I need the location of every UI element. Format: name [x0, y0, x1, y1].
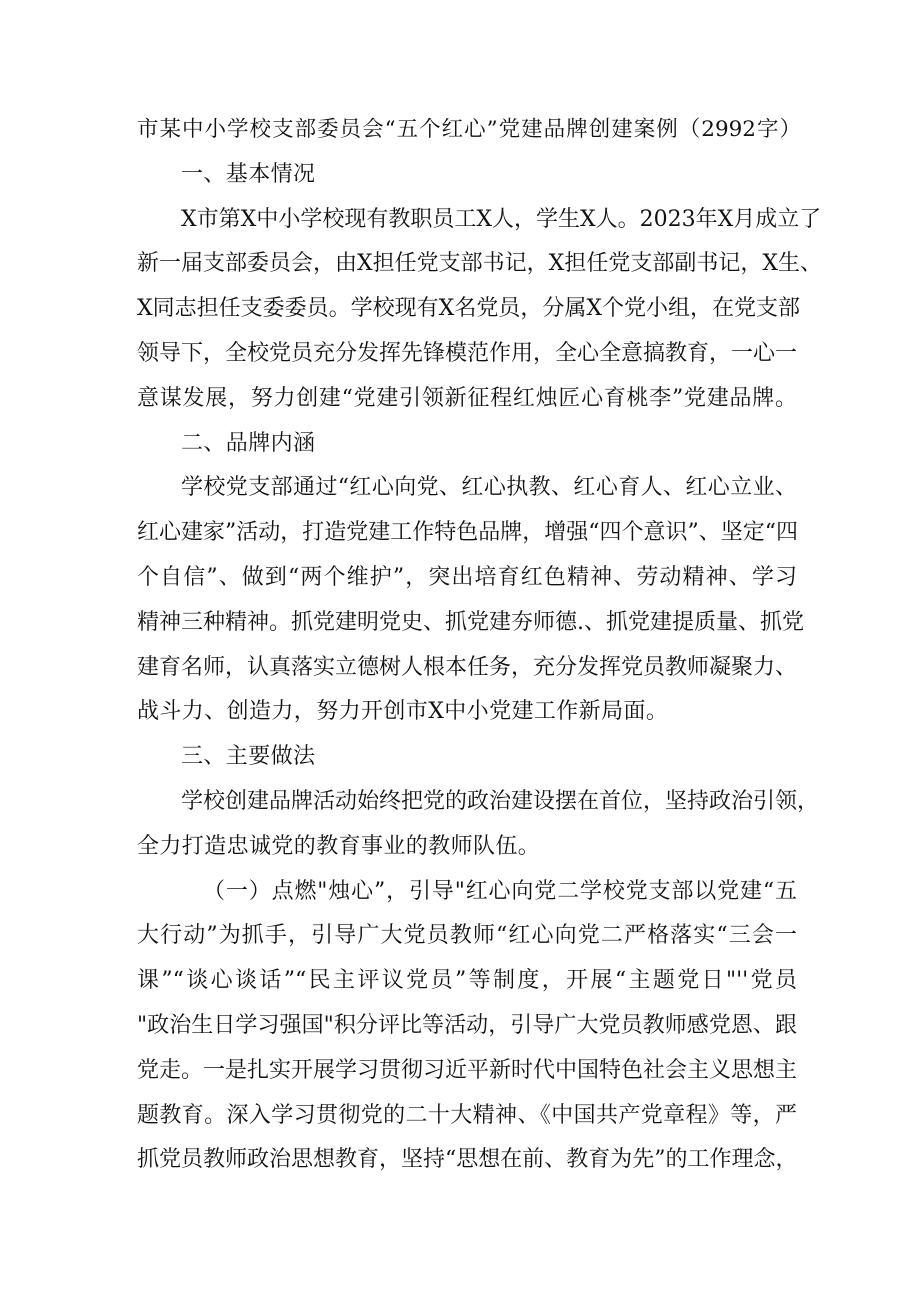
document-body: [137, 117, 822, 1192]
paragraph-line: （一）点燃"烛心”，引导"红心向党二学校党支部以党建“五: [203, 878, 797, 904]
paragraph-line: 大行动”为抓手，引导广大党员教师“红心向党二严格落实“三会一: [137, 923, 797, 949]
paragraph-line: 抓党员教师政治思想教育，坚持“思想在前、教育为先”的工作理念，: [137, 1147, 798, 1173]
paragraph-line: 党走。一是扎实开展学习贯彻习近平新时代中国特色社会主义思想主: [137, 1057, 798, 1083]
section-heading-basic-info: 一、基本情况: [181, 161, 316, 187]
paragraph-line: 新一届支部委员会，由X担任党支部书记，X担任党支部副书记，X生、: [137, 251, 822, 277]
paragraph-line: 战斗力、创造力，努力开创市X中小党建工作新局面。: [137, 699, 669, 725]
section-heading-brand-meaning: 二、品牌内涵: [181, 430, 316, 456]
paragraph-line: 题教育。深入学习贯彻党的二十大精神、《中国共产党章程》等，严: [137, 1102, 797, 1128]
paragraph-line: 学校创建品牌活动始终把党的政治建设摆在首位，坚持政治引领，: [181, 788, 820, 814]
paragraph-line: 学校党支部通过“红心向党、红心执教、红心育人、红心立业、: [181, 475, 797, 501]
document-title: 市某中小学校支部委员会“五个红心”党建品牌创建案例（2992字）: [137, 117, 801, 142]
paragraph-line: X同志担任支委委员。学校现有X名党员，分属X个党小组，在党支部: [137, 296, 800, 322]
paragraph-line: 建育名师，认真落实立德树人根本任务，充分发挥党员教师凝聚力、: [137, 654, 798, 680]
paragraph-line: 个自信”、做到“两个维护”，突出培育红色精神、劳动精神、学习: [137, 564, 797, 590]
paragraph-line: 课”“谈心谈话”“民主评议党员”等制度，开展“主题党日"''党员: [137, 968, 797, 994]
paragraph-line: 领导下，全校党员充分发挥先锋模范作用，全心全意搞教育，一心一: [137, 340, 798, 366]
paragraph-line: "政治生日学习强国"积分评比等活动，引导广大党员教师感党恩、跟: [137, 1012, 797, 1038]
paragraph-line: 全力打造忠诚党的教育事业的教师队伍。: [137, 833, 541, 859]
paragraph-line: X市第X中小学校现有教职员工X人，学生X人。2023年X月成立了: [181, 206, 822, 232]
section-heading-main-practices: 三、主要做法: [181, 744, 316, 770]
paragraph-line: 意谋发展，努力创建“党建引领新征程红烛匠心育桃李”党建品牌。: [137, 385, 797, 411]
paragraph-line: 红心建家”活动，打造党建工作特色品牌，增强“四个意识”、坚定“四: [137, 520, 798, 546]
paragraph-line: 精神三种精神。抓党建明党史、抓党建夯师德.、抓党建提质量、抓党: [137, 609, 804, 635]
